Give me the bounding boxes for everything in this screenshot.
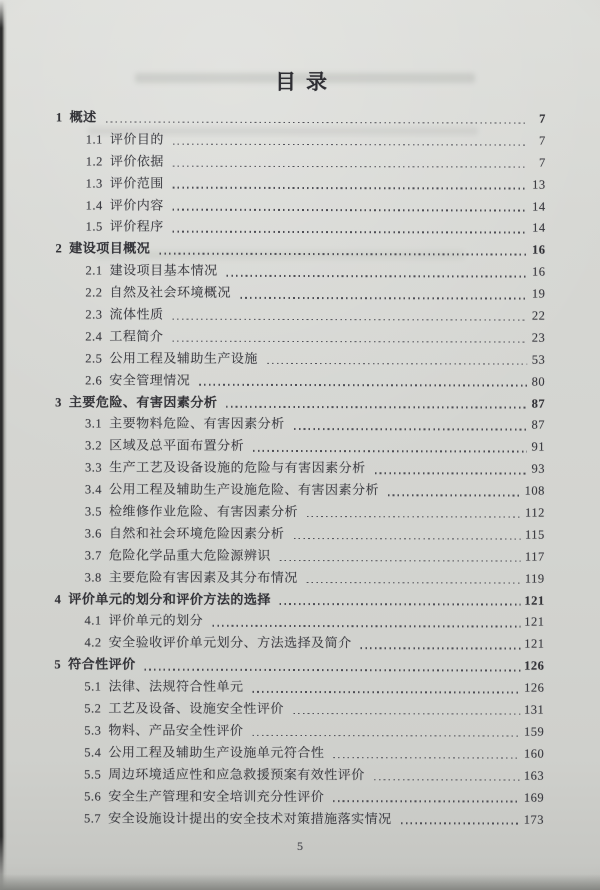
toc-entry [54,719,544,742]
toc-entry-page: 173 [523,812,545,827]
toc-entry-label: 建设项目基本情况 [109,262,218,279]
toc-entry-number: 2.5 [85,351,103,366]
toc-entry-number: 5.4 [84,745,102,760]
toc-entry-page: 7 [539,133,546,148]
toc-entry-number: 5.7 [84,810,102,825]
toc-entry-label: 公用工程及辅助生产设施危险、有害因素分析 [109,481,380,498]
toc-entry-label: 评价依据 [109,153,164,169]
toc-leader-dots [372,457,529,479]
toc-leader-dots [249,676,522,699]
toc-entry [55,303,545,326]
toc-entry [55,347,545,370]
toc-entry-label: 主要危险有害因素及其分布情况 [108,569,298,585]
toc-entry-label: 主要危险、有害因素分析 [68,393,218,410]
toc-entry [55,478,545,501]
toc-entry-number: 5.3 [84,723,102,738]
toc-leader-dots [170,150,530,173]
toc-entry [55,522,545,545]
toc-entry-number: 3.2 [84,438,103,453]
toc-entry-number: 3 [55,394,62,409]
toc-entry [54,763,544,786]
toc-leader-dots [170,216,530,239]
page-number: 5 [297,839,303,853]
toc-leader-dots [277,545,523,568]
toc-entry-page: 14 [532,199,546,214]
toc-entry-number: 3.6 [84,526,102,541]
page-bottom-edge-shadow [0,874,600,890]
page-left-edge-shadow [0,0,7,890]
toc-entry-label: 评价单元的划分 [108,612,204,629]
toc-entry-label: 检维修作业危险、有害因素分析 [108,503,298,520]
toc-leader-dots [250,435,529,458]
toc-entry-label: 评价单元的划分和评价方法的选择 [68,590,271,607]
toc-entry [56,128,546,151]
toc-entry-number: 2.1 [85,263,103,278]
toc-entry [56,194,546,217]
toc-leader-dots [142,654,523,677]
toc-entry-number: 5.2 [84,701,102,716]
toc-entry [55,413,545,436]
toc-leader-dots [290,698,522,720]
toc-entry [55,238,545,261]
toc-leader-dots [103,106,530,129]
toc-entry-number: 3.4 [84,482,103,497]
toc-entry-number: 5 [54,657,62,672]
toc-entry-label: 法律、法规符合性单元 [108,678,244,695]
toc-entry [55,260,545,283]
toc-entry-number: 5.5 [84,767,102,782]
toc-entry-label: 评价程序 [109,218,164,235]
toc-leader-dots [264,348,529,371]
toc-entry [55,369,545,392]
toc-leader-dots [371,764,522,786]
toc-entry-page: 121 [524,593,545,608]
toc-entry-label: 自然及社会环境概况 [109,284,232,300]
toc-entry-number: 1.2 [85,154,103,169]
toc-entry-page: 87 [531,396,546,411]
toc-entry-label: 评价内容 [109,197,164,213]
toc-entry-label: 周边环境适应性和应急救援预案有效性评价 [108,766,365,782]
toc-entry-label: 建设项目概况 [69,240,151,256]
toc-entry-number: 4.1 [84,613,102,628]
toc-entry-label: 物料、产品安全性评价 [108,722,244,738]
toc-entry [55,325,545,348]
toc-leader-dots [169,326,529,349]
toc-entry-number: 3.5 [84,504,102,519]
toc-entry-label: 公用工程及辅助生产设施单元符合性 [108,744,325,760]
toc-entry [54,632,544,655]
toc-entry-number: 1.4 [85,198,103,213]
toc-leader-dots [209,610,522,633]
toc-leader-dots [170,129,530,152]
toc-entry-page: 119 [524,571,545,586]
toc-entry [55,500,545,523]
toc-entry [55,391,545,414]
toc-entry-number: 1.3 [85,176,103,191]
toc-entry-page: 93 [531,461,545,476]
toc-entry-label: 工程简介 [109,328,164,344]
toc-entry-page: 16 [532,242,546,257]
toc-entry-page: 115 [524,527,545,542]
toc-entry [56,216,546,239]
toc-entry-number: 2.2 [85,285,103,300]
toc-entry-page: 53 [531,352,546,367]
toc-entry-label: 评价范围 [109,175,164,191]
toc-entry-page: 126 [524,658,545,673]
toc-list [54,106,546,830]
toc-leader-dots [385,479,523,501]
toc-leader-dots [304,567,523,589]
toc-entry-number: 1.1 [85,132,103,147]
toc-entry-label: 评价目的 [109,131,164,147]
toc-leader-dots [330,742,522,764]
toc-entry-page: 22 [531,308,546,323]
toc-entry-label: 符合性评价 [68,656,136,672]
toc-entry [55,457,545,480]
toc-entry-page: 159 [523,724,545,739]
toc-entry-page: 126 [524,680,545,695]
toc-leader-dots [249,720,522,743]
toc-leader-dots [290,523,523,545]
toc-entry-page: 131 [524,702,545,717]
toc-entry-number: 1 [55,110,63,125]
toc-entry-label: 安全设施设计提出的安全技术对策措施落实情况 [108,809,392,826]
toc-entry-number: 3.7 [84,548,102,563]
toc-entry-page: 160 [523,746,545,761]
toc-entry-number: 3.1 [85,416,103,431]
toc-entry-number: 4.2 [84,635,102,650]
toc-leader-dots [169,304,529,327]
toc-page [54,69,546,830]
toc-entry-page: 7 [539,111,546,126]
toc-entry-label: 工艺及设备、设施安全性评价 [108,700,284,717]
toc-entry-label: 安全验收评价单元划分、方法选择及简介 [108,634,352,651]
toc-entry-label: 流体性质 [109,306,164,322]
toc-entry [55,435,545,458]
toc-leader-dots [330,786,522,808]
toc-entry-page: 91 [531,439,546,455]
toc-entry [54,676,544,699]
toc-entry-number: 2.6 [85,373,103,388]
toc-leader-dots [277,589,523,612]
toc-entry [54,741,544,764]
toc-entry [54,807,544,830]
toc-entry-number: 1.5 [85,219,103,234]
toc-leader-dots [358,633,523,655]
toc-entry-label: 主要物料危险、有害因素分析 [109,415,285,432]
toc-entry-number: 5.6 [84,789,102,804]
toc-entry [55,566,545,589]
toc-entry-page: 117 [524,549,545,564]
toc-entry [54,785,544,808]
toc-entry-page: 7 [538,155,546,170]
toc-entry [56,106,546,129]
page-title: 目录 [274,69,337,95]
toc-entry-page: 108 [524,483,545,498]
toc-entry-page: 112 [525,505,545,520]
toc-entry-page: 169 [523,790,545,805]
toc-leader-dots [223,391,529,414]
toc-entry-number: 2 [55,241,63,256]
toc-entry-page: 87 [531,418,546,433]
toc-entry-page: 163 [523,768,545,783]
toc-entry [54,697,544,720]
toc-leader-dots [398,808,522,830]
toc-entry-page: 19 [531,286,546,301]
toc-entry [56,172,546,195]
toc-entry [56,150,546,173]
toc-leader-dots [170,172,530,195]
toc-entry-page: 121 [524,615,545,630]
toc-leader-dots [156,238,529,261]
toc-entry-page: 16 [531,264,546,279]
toc-entry-number: 2.3 [85,307,103,322]
toc-entry-label: 概述 [69,109,97,125]
toc-entry [55,544,545,567]
toc-entry [55,610,545,633]
toc-entry [55,281,545,304]
toc-entry-label: 自然和社会环境危险因素分析 [108,525,285,541]
toc-entry-page: 13 [532,177,546,192]
toc-leader-dots [291,413,529,436]
toc-entry-page: 23 [531,330,546,345]
toc-entry-number: 3.8 [84,570,102,585]
toc-entry-label: 生产工艺及设备设施的危险与有害因素分析 [109,459,366,476]
toc-entry-page: 121 [524,636,545,652]
toc-leader-dots [170,194,530,217]
toc-entry-label: 危险化学品重大危险源辨识 [108,547,271,563]
toc-entry [55,588,545,611]
toc-entry-label: 安全管理情况 [109,372,191,388]
toc-entry [54,654,544,677]
toc-leader-dots [224,260,530,283]
toc-entry-page: 14 [532,221,546,236]
toc-leader-dots [237,282,529,305]
toc-leader-dots [196,369,529,392]
toc-entry-number: 4 [54,591,62,606]
toc-entry-number: 5.1 [84,679,102,694]
toc-entry-label: 安全生产管理和安全培训充分性评价 [108,788,325,804]
toc-entry-page: 80 [531,374,546,389]
toc-entry-label: 公用工程及辅助生产设施 [109,350,258,366]
toc-leader-dots [304,501,523,523]
toc-entry-label: 区域及总平面布置分析 [109,437,245,454]
toc-entry-number: 3.3 [84,460,103,475]
toc-entry-number: 2.4 [85,329,103,344]
